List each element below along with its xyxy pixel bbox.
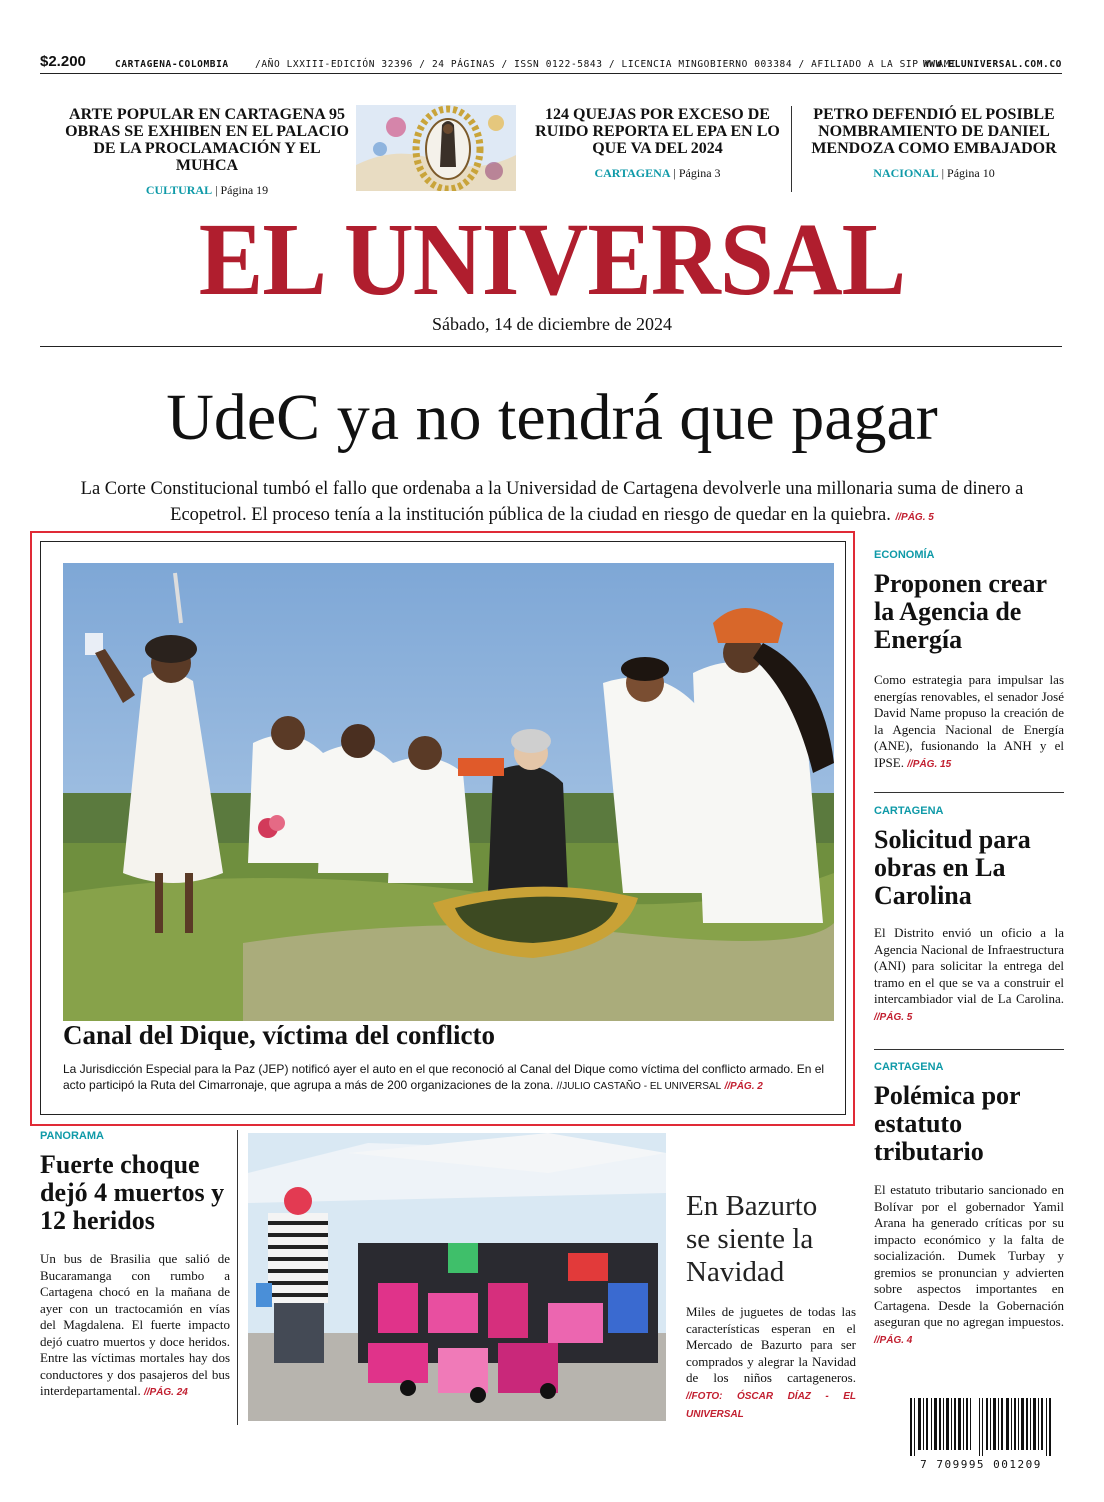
story-body bbox=[874, 672, 1064, 773]
page-reference[interactable]: //PÁG. 4 bbox=[874, 1334, 913, 1346]
feature-caption-text: La Jurisdicción Especial para la Paz (JEP) notificó ayer el auto en el que reconoció al Canal del Dique como víctima del conflicto armado. En el acto participó la Ruta del Cimarronaje, que agrupa a más de 200 organizaciones de la zona. bbox=[63, 1062, 825, 1092]
teaser-title: ARTE POPULAR EN CARTAGENA 95 OBRAS SE EXHIBEN EN EL PALACIO DE LA PROCLAMACIÓN Y EL MUHCA bbox=[65, 106, 349, 174]
page-reference[interactable]: //PÁG. 24 bbox=[143, 1387, 188, 1398]
story-body bbox=[874, 925, 1064, 1026]
city-label: CARTAGENA-COLOMBIA bbox=[115, 59, 229, 70]
story-body bbox=[874, 1182, 1064, 1349]
teaser-section: CULTURAL bbox=[145, 183, 213, 197]
story-title: Fuerte choque dejó 4 muertos y 12 heridos bbox=[40, 1150, 225, 1235]
story-estatuto[interactable] bbox=[874, 1061, 1064, 1349]
page-reference[interactable]: //PÁG. 5 bbox=[895, 512, 934, 523]
column-rule bbox=[874, 792, 1064, 793]
bazurto-title[interactable]: En Bazurto se siente la Navidad bbox=[686, 1190, 818, 1288]
photo-credit: //JULIO CASTAÑO - EL UNIVERSAL bbox=[556, 1081, 722, 1092]
teaser-nacional[interactable] bbox=[800, 106, 1068, 181]
story-body-text: Un bus de Brasilia que salió de Bucaramanga con rumbo a Cartagena chocó en la mañana de ayer con un tractocamión en vías del Magdalena. El fuerte impacto dejó cuatro muertos y doce heridos. Entre las víctimas mortales hay dos conductores y dos pasajeros del bus interdepartamental. bbox=[40, 1251, 230, 1398]
page-reference[interactable]: //PÁG. 5 bbox=[874, 1011, 913, 1023]
bazurto-caption bbox=[686, 1304, 856, 1424]
main-headline[interactable]: UdeC ya no tendrá que pagar bbox=[166, 381, 938, 454]
story-body-text: El estatuto tributario sancionado en Bolívar por el gobernador Yamil Arana ha generado críticas por su impacto económico y la falta de socialización. Dumek Turbay y gremios se pronuncian y advierten sobre aspectos importantes en Cartagena. Desde la Gobernación aseguran que no agregan impuestos. bbox=[874, 1182, 1064, 1329]
page-reference[interactable]: //PÁG. 2 bbox=[724, 1081, 763, 1092]
story-body-text: El Distrito envió un oficio a la Agencia Nacional de Infraestructura (ANI) para solicitar la entrega del tramo en el que se va a construir el intercambiador vial de La Carolina. bbox=[874, 925, 1064, 1006]
barcode-image bbox=[908, 1398, 1054, 1456]
story-title: Solicitud para obras en La Carolina bbox=[874, 825, 1031, 910]
top-rule bbox=[40, 73, 1062, 74]
teaser-cartagena[interactable] bbox=[530, 106, 785, 181]
masthead-rule bbox=[40, 346, 1062, 347]
main-lead bbox=[50, 476, 1054, 531]
teaser-title: 124 QUEJAS POR EXCESO DE RUIDO REPORTA EL EPA EN LO QUE VA DEL 2024 bbox=[535, 106, 780, 157]
bazurto-text: Miles de juguetes de todas las características esperan en el Mercado de Bazurto para ser comprados y alegrar la Navidad de los niños cartageneros. bbox=[686, 1304, 856, 1385]
section-kicker: PANORAMA bbox=[40, 1130, 104, 1142]
toy-market-photo bbox=[248, 1133, 666, 1421]
teaser-page: | Página 10 bbox=[941, 166, 995, 180]
story-la-carolina[interactable] bbox=[874, 805, 1064, 1026]
feature-caption bbox=[63, 1061, 843, 1095]
story-body bbox=[40, 1251, 230, 1402]
feature-title[interactable]: Canal del Dique, víctima del conflicto bbox=[63, 1020, 495, 1050]
story-title: Polémica por estatuto tributario bbox=[874, 1081, 1021, 1166]
teaser-cultural[interactable] bbox=[62, 106, 352, 198]
teaser-section: CARTAGENA bbox=[594, 166, 671, 180]
edition-meta: /AÑO LXXIII-EDICIÓN 32396 / 24 PÁGINAS / ISSN 0122-5843 / LICENCIA MINGOBIERNO 003384 / AFILIADO A LA SIP Y AMI bbox=[255, 59, 957, 70]
section-kicker: ECONOMÍA bbox=[874, 549, 935, 561]
barcode-number: 7 709995 001209 bbox=[920, 1458, 1042, 1471]
story-title: Proponen crear la Agencia de Energía bbox=[874, 569, 1047, 654]
issue-date: Sábado, 14 de diciembre de 2024 bbox=[432, 314, 672, 334]
column-rule bbox=[874, 1049, 1064, 1050]
ceremony-photo bbox=[63, 563, 834, 1021]
newspaper-masthead: EL UNIVERSAL bbox=[198, 202, 906, 317]
column-divider bbox=[237, 1130, 238, 1425]
photo-credit: //FOTO: ÓSCAR DÍAZ - EL UNIVERSAL bbox=[686, 1390, 856, 1420]
teaser-page: | Página 3 bbox=[673, 166, 721, 180]
page-reference[interactable]: //PÁG. 15 bbox=[907, 758, 952, 770]
edition-info-bar bbox=[40, 53, 1062, 73]
teaser-title: PETRO DEFENDIÓ EL POSIBLE NOMBRAMIENTO DE DANIEL MENDOZA COMO EMBAJADOR bbox=[811, 106, 1057, 157]
story-body-text: Como estrategia para impulsar las energías renovables, el senador José David Name propuso la creación de la Agencia Nacional de Energía (ANE), fusionando la ANH y el IPSE. bbox=[874, 672, 1064, 770]
main-lead-text: La Corte Constitucional tumbó el fallo que ordenaba a la Universidad de Cartagena devolverle una millonaria suma de dinero a Ecopetrol. El proceso tenía a la institución pública de la ciudad en riesgo de quedar en la quiebra. bbox=[80, 479, 1024, 525]
price: $2.200 bbox=[40, 53, 86, 70]
website-link[interactable]: WWW.ELUNIVERSAL.COM.CO bbox=[922, 59, 1062, 70]
section-kicker: CARTAGENA bbox=[874, 805, 944, 817]
section-kicker: CARTAGENA bbox=[874, 1061, 944, 1073]
story-economia[interactable] bbox=[874, 549, 1064, 773]
teaser-artwork-image bbox=[356, 105, 516, 191]
teaser-page: | Página 19 bbox=[215, 183, 269, 197]
story-panorama[interactable] bbox=[40, 1130, 230, 1402]
teaser-divider bbox=[791, 106, 792, 192]
teaser-section: NACIONAL bbox=[873, 166, 939, 180]
